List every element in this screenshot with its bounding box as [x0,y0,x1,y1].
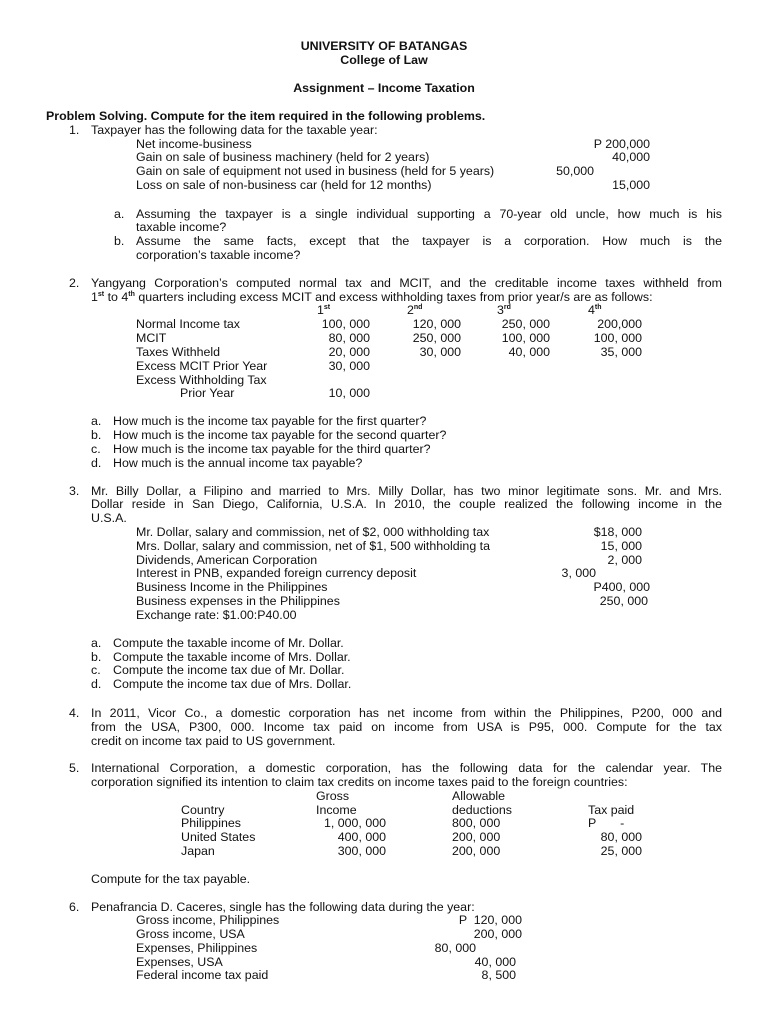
cell: 20, 000 [328,345,370,359]
problem-text: from the USA, P300, 000. Income tax paid on income from USA is P95, 000. Compute for the tax [91,720,722,734]
question-letter: b. [114,234,125,248]
instructions: Problem Solving. Compute for the item required in the following problems. [46,109,486,123]
cell: 120, 000 [412,317,461,331]
column-header: Allowable [452,789,506,803]
question-letter: d. [91,677,102,691]
question-text: How much is the income tax payable for the third quarter? [113,442,431,456]
column-header: Tax paid [588,803,635,817]
problem-intro: Taxpayer has the following data for the taxable year: [91,123,378,137]
data-label: Gain on sale of business machinery (held for 2 years) [136,150,430,164]
cell: 200, 000 [452,844,501,858]
question-text: How much is the income tax payable for the first quarter? [113,414,427,428]
cell: P - [588,816,625,830]
data-value: 40, 000 [474,955,516,969]
row-label: Taxes Withheld [136,345,221,359]
column-header: 3rd [497,303,511,317]
cell: 80, 000 [328,331,370,345]
question-text: Compute the taxable income of Mr. Dollar. [113,636,344,650]
problem-text: Mr. Billy Dollar, a Filipino and married to Mrs. Milly Dollar, has two minor legitimate sons. Mr. and Mrs. [91,484,722,498]
question-letter: b. [91,428,102,442]
data-value: 3, 000 [561,566,596,580]
column-header: 1st [317,303,331,317]
data-label: Interest in PNB, expanded foreign currency deposit [136,566,417,580]
cell: 80, 000 [600,830,642,844]
data-label: Mr. Dollar, salary and commission, net of $2, 000 withholding tax [136,525,490,539]
question-text: Assume the same facts, except that the taxpayer is a corporation. How much is the [136,234,722,248]
cell: 200, 000 [452,830,501,844]
problem-text: International Corporation, a domestic corporation, has the following data for the calendar year. The [91,761,722,775]
cell: 25, 000 [600,844,642,858]
column-header: deductions [452,803,512,817]
cell: 35, 000 [600,345,642,359]
data-label: Gain on sale of equipment not used in business (held for 5 years) [136,164,495,178]
question-text: How much is the income tax payable for the second quarter? [113,428,447,442]
question-text: Compute the income tax due of Mr. Dollar. [113,663,345,677]
country: United States [181,830,256,844]
cell: 30, 000 [419,345,461,359]
problem-number: 3. [69,484,80,498]
problem-number: 5. [69,761,80,775]
cell: 100, 000 [593,331,642,345]
data-value: 50,000 [556,164,594,178]
cell: 100, 000 [501,331,550,345]
cell: 10, 000 [328,386,370,400]
problem-text: credit on income tax paid to US government. [91,734,336,748]
data-value: 80, 000 [434,941,476,955]
data-label: Expenses, USA [136,955,223,969]
cell: 250, 000 [412,331,461,345]
column-header: Gross [316,789,350,803]
problem-text: Yangyang Corporation’s computed normal tax and MCIT, and the creditable income taxes withheld from [91,276,722,290]
data-value: 40,000 [612,150,650,164]
data-value: P400, 000 [593,580,650,594]
question-letter: a. [91,414,102,428]
data-label: Gross income, Philippines [136,913,280,927]
data-value: 2, 000 [607,553,642,567]
cell: 300, 000 [337,844,386,858]
data-label: Mrs. Dollar, salary and commission, net of $1, 500 withholding ta [136,539,490,553]
country: Philippines [181,816,241,830]
question-letter: d. [91,456,102,470]
problem-text: U.S.A. [91,511,127,525]
data-value: P 120, 000 [458,913,522,927]
college-name: College of Law [340,53,428,67]
data-value: 8, 500 [481,968,516,982]
row-label: Excess MCIT Prior Year [136,359,268,373]
cell: 1, 000, 000 [323,816,386,830]
column-header: 4th [588,303,602,317]
cell: 250, 000 [501,317,550,331]
row-label: MCIT [136,331,167,345]
data-label: Expenses, Philippines [136,941,258,955]
problem-number: 1. [69,123,80,137]
problem-number: 2. [69,276,80,290]
data-label: Loss on sale of non-business car (held for 12 months) [136,178,432,192]
question-letter: b. [91,650,102,664]
row-label: Normal Income tax [136,317,240,331]
data-value: 15, 000 [600,539,642,553]
cell: 800, 000 [452,816,501,830]
problem-number: 6. [69,900,80,914]
problem-text: 1st to 4th quarters including excess MCIT and excess withholding taxes from prior year/s are as follows: [91,290,653,304]
data-value: P 200,000 [593,137,650,151]
question-text: corporation’s taxable income? [136,248,301,262]
question-text: Compute the taxable income of Mrs. Dollar. [113,650,351,664]
data-value: 15,000 [612,178,650,192]
data-label: Business expenses in the Philippines [136,594,340,608]
problem-text: In 2011, Vicor Co., a domestic corporation has net income from within the Philippines, P200, 000 and [91,706,722,720]
data-value: 250, 000 [599,594,648,608]
question-letter: a. [114,207,125,221]
question-text: Assuming the taxpayer is a single individual supporting a 70-year old uncle, how much is his [136,207,722,221]
question-text: Compute the income tax due of Mrs. Dollar. [113,677,352,691]
column-header: 2nd [407,303,423,317]
data-label: Federal income tax paid [136,968,269,982]
question-letter: a. [91,636,102,650]
university-name: UNIVERSITY OF BATANGAS [300,39,468,53]
data-value: $18, 000 [593,525,642,539]
column-header: Country [181,803,225,817]
row-label: Excess Withholding Tax [136,373,267,387]
data-value: 200, 000 [473,927,522,941]
question-letter: c. [91,663,101,677]
data-label: Gross income, USA [136,927,245,941]
cell: 100, 000 [321,317,370,331]
problem-text: Compute for the tax payable. [91,872,251,886]
cell: 400, 000 [337,830,386,844]
cell: 200,000 [597,317,642,331]
data-label: Business Income in the Philippines [136,580,328,594]
problem-text: corporation signified its intention to claim tax credits on income taxes paid to the foreign countries: [91,775,628,789]
problem-number: 4. [69,706,80,720]
question-text: taxable income? [136,220,227,234]
data-label: Dividends, American Corporation [136,553,318,567]
cell: 30, 000 [328,359,370,373]
question-letter: c. [91,442,101,456]
data-label: Net income-business [136,137,252,151]
problem-text: Dollar reside in San Diego, California, U.S.A. In 2010, the couple realized the following income in the [91,497,722,511]
column-header: Income [316,803,357,817]
question-text: How much is the annual income tax payable? [113,456,363,470]
problem-intro: Penafrancia D. Caceres, single has the following data during the year: [91,900,475,914]
exchange-rate: Exchange rate: $1.00:P40.00 [136,608,297,622]
row-label: Prior Year [180,386,235,400]
assignment-title: Assignment – Income Taxation [293,81,475,95]
country: Japan [181,844,215,858]
cell: 40, 000 [508,345,550,359]
